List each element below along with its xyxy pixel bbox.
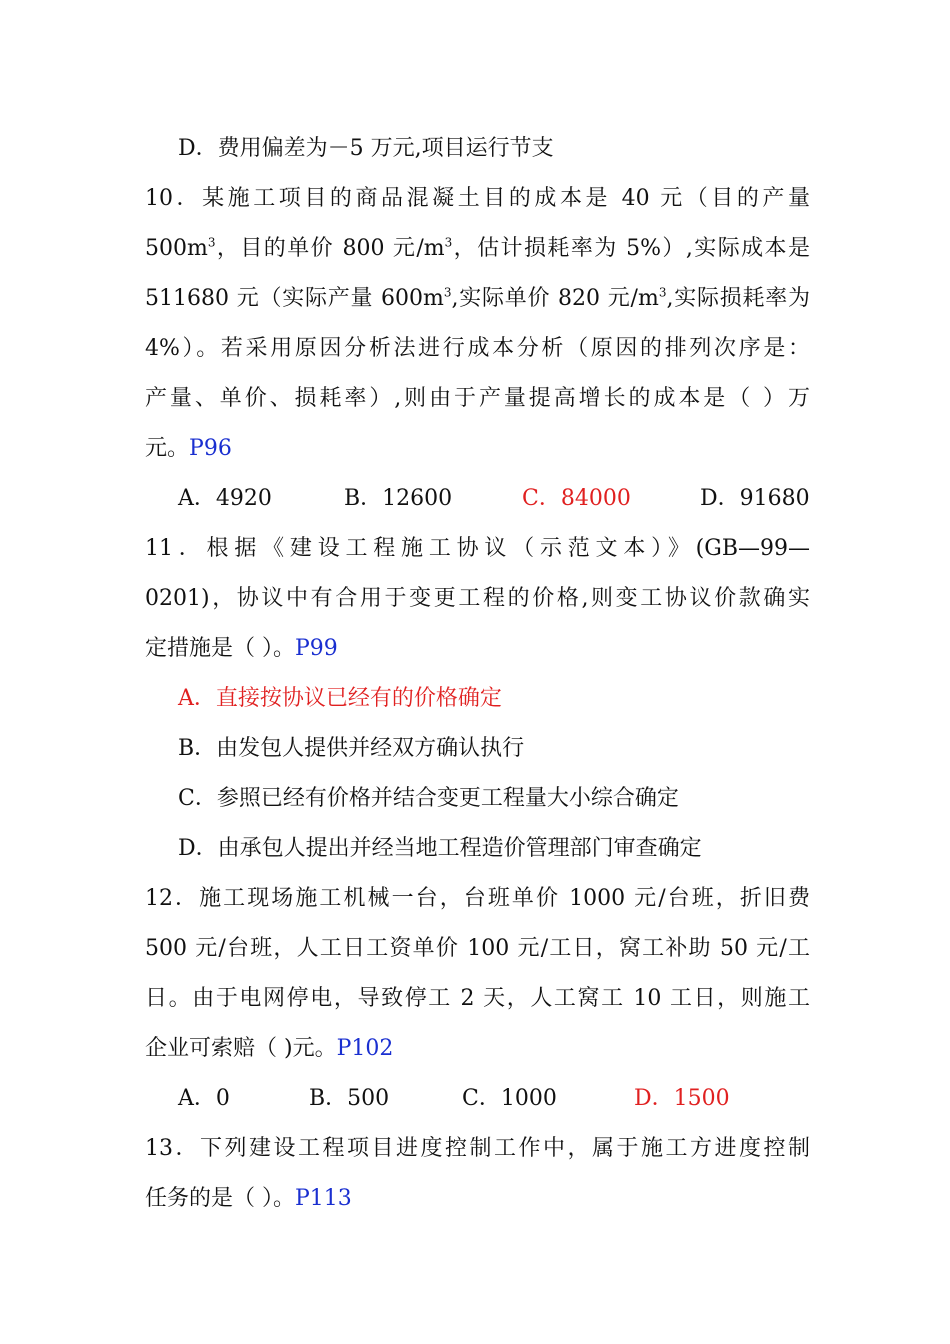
q11-option-d: D．由承包人提出并经当地工程造价管理部门审查确定 <box>178 836 702 861</box>
q12-option-c: C．1000 <box>462 1086 557 1111</box>
q12-page-ref: P102 <box>336 1036 394 1061</box>
q12-option-b: B．500 <box>309 1086 390 1111</box>
q11-option-a-answer: A．直接按协议已经有的价格确定 <box>178 686 502 711</box>
q12-option-d-answer: D．1500 <box>634 1086 730 1111</box>
q10-option-d: D．91680 <box>700 486 810 511</box>
q10-option-a: A．4920 <box>178 486 272 511</box>
q12-option-a: A．0 <box>178 1086 230 1111</box>
q12-stem-line3: 日。由于电网停电，导致停工 2 天，人工窝工 10 工日，则施工 <box>145 986 810 1011</box>
q11-stem-line1: 11．根据《建设工程施工协议（示范文本）》(GB—99— <box>145 536 810 561</box>
q12-stem-line1: 12．施工现场施工机械一台，台班单价 1000 元/台班，折旧费 <box>145 886 810 911</box>
q10-stem-line1: 10．某施工项目的商品混凝土目的成本是 40 元（目的产量 <box>145 186 810 211</box>
q13-stem-line2: 任务的是（ ）。P113 <box>145 1186 352 1211</box>
q10-stem-line4: 4%）。若采用原因分析法进行成本分析（原因的排列次序是： <box>145 336 810 361</box>
q11-option-b: B．由发包人提供并经双方确认执行 <box>178 736 525 761</box>
q11-page-ref: P99 <box>295 636 338 661</box>
q12-stem-line2: 500 元/台班，人工日工资单价 100 元/工日，窝工补助 50 元/工 <box>145 936 810 961</box>
q10-stem-line3: 511680 元（实际产量 $600m^3$,实际单价 820 元$/m^3$,实际损耗率为 <box>145 285 810 311</box>
q10-option-b: B．12600 <box>344 486 453 511</box>
q13-page-ref: P113 <box>295 1186 352 1211</box>
q13-stem-line1: 13．下列建设工程项目进度控制工作中，属于施工方进度控制 <box>145 1136 810 1161</box>
q10-option-c-answer: C．84000 <box>522 486 631 511</box>
q10-stem-line5: 产量、单价、损耗率）,则由于产量提高增长的成本是（ ）万 <box>145 386 810 411</box>
q11-stem-line3: 定措施是（ ）。P99 <box>145 636 338 661</box>
q10-stem-line2: $500m^3$，目的单价 800 元$/m^3$，估计损耗率为 5%）,实际成本是 <box>145 235 810 261</box>
q10-stem-line6: 元。P96 <box>145 436 232 461</box>
q12-stem-line4: 企业可索赔（ )元。P102 <box>145 1036 394 1061</box>
q10-page-ref: P96 <box>189 436 232 461</box>
q11-stem-line2: 0201)，协议中有合用于变更工程的价格,则变工协议价款确实 <box>145 586 810 611</box>
q11-option-c: C．参照已经有价格并结合变更工程量大小综合确定 <box>178 786 679 811</box>
q9-option-d: D．费用偏差为－5 万元,项目运行节支 <box>178 136 554 161</box>
